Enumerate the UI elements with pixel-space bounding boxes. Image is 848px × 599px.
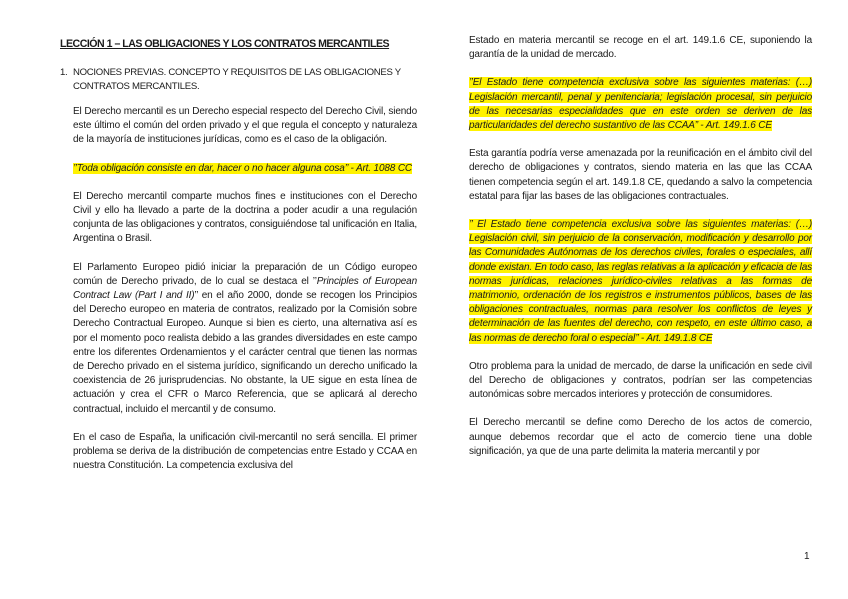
paragraph: El Derecho mercantil se define como Derecho de los actos de comercio, aunque debemos recordar que el acto de comercio tiene una doble significación, ya que de una parte delimita la materia mercantil y por xyxy=(469,417,812,457)
lesson-title: LECCIÓN 1 – LAS OBLIGACIONES Y LOS CONTRATOS MERCANTILES xyxy=(60,38,390,50)
paragraph: Otro problema para la unidad de mercado, de darse la unificación en sede civil del Derecho de obligaciones y contratos, podrían ser las competencias autonómicas sobre mercados interiores y protección de consumidores. xyxy=(469,360,812,401)
quote-text: ’’El Estado tiene competencia exclusiva sobre las siguientes materias: (…) Legislación mercantil, penal y penitenciaria; legislación procesal, sin perjuicio de las necesarias especialidades que en este orden se deriven de las particularidades del derecho sustantivo de las CCAA’’ - Art. 149.1.6 CE xyxy=(469,77,812,132)
paragraph xyxy=(73,261,417,417)
quote-text: ’’Toda obligación consiste en dar, hacer o no hacer alguna cosa’’ - Art. 1088 CC xyxy=(73,162,412,174)
section-heading-text: NOCIONES PREVIAS. CONCEPTO Y REQUISITOS DE LAS OBLIGACIONES Y CONTRATOS MERCANTILES. xyxy=(73,67,401,92)
paragraph-italic-text: Principles of European Contract Law (Part I and II) xyxy=(73,275,417,302)
page-number: 1 xyxy=(804,551,810,562)
paragraph: Esta garantía podría verse amenazada por la reunificación en el ámbito civil del derecho de obligaciones y contratos, siendo materia en las que las CCAA tienen competencia según el art. 149.1.8 CE, quedando a salvo la competencia estatal para fijar las bases de las obligaciones contractuales. xyxy=(469,148,812,202)
paragraph: En el caso de España, la unificación civil-mercantil no será sencilla. El primer problema se deriva de la distribución de competencias entre Estado y CCAA en nuestra Constitución. La competencia exclusiva del xyxy=(73,431,417,472)
paragraph: Estado en materia mercantil se recoge en el art. 149.1.6 CE, suponiendo la garantía de la unidad de mercado. xyxy=(469,35,812,61)
highlighted-quote xyxy=(469,76,812,133)
left-column xyxy=(60,34,417,487)
paragraph-text: El Parlamento Europeo pidió iniciar la preparación de un Código europeo común de Derecho privado, de lo cual se destaca el ’’ xyxy=(73,261,417,287)
section-number: 1. xyxy=(60,67,68,78)
section-heading xyxy=(60,66,417,94)
paragraph: El Derecho mercantil es un Derecho especial respecto del Derecho Civil, siendo este último el común del orden privado y el que regula el concepto y naturaleza de la mayoría de instituciones jurídicas, como es el caso de la obligación. xyxy=(73,106,417,146)
paragraph: El Derecho mercantil comparte muchos fines e instituciones con el Derecho Civil y ello ha llevado a parte de la doctrina a poder acudir a una regulación conjunta de las obligaciones y contratos, consiguiéndose tal unificación en Italia, Argentina o Brasil. xyxy=(73,190,417,245)
quote-text: ’’ El Estado tiene competencia exclusiva sobre las siguientes materias: (…) Legislación civil, sin perjuicio de la conservación, modificación y desarrollo por las Comunidades Autónomas de los derechos civiles, forales o especiales, allí donde existan. En todo caso, las reglas relativas a la aplicación y eficacia de las normas jurídicas, relaciones jurídico-civiles relativas a las formas de matrimonio, ordenación de los registros e instrumentos públicos, bases de las obligaciones contractuales, normas para resolver los conflictos de leyes y determinación de las fuentes del derecho, con respeto, en este último caso, a las normas de derecho foral o especial’’ - Art. 149.1.8 CE xyxy=(469,219,812,344)
highlighted-quote xyxy=(73,162,417,176)
highlighted-quote xyxy=(469,218,812,346)
right-column xyxy=(469,34,812,473)
paragraph-text: ’’ en el año 2000, donde se recogen los Principios del Derecho europeo en materia de contratos, realizado por la Comisión sobre Derecho Contractual Europeo. Aunque si bien es cierto, una alternativa así es por el momento poco realista debido a las grandes diversidades en este campo entre los diferentes Ordenamientos y el carácter central que tienen las normas de Derecho privado en el sistema jurídico, significando un derecho unificado la coexistencia de 26 jurisprudencias. No obstante, la UE sigue en esta línea de actuación y crea el CFR o Marco Referencia, que se aplicará al derecho contractual, incluido el mercantil y de consumo. xyxy=(73,290,417,415)
